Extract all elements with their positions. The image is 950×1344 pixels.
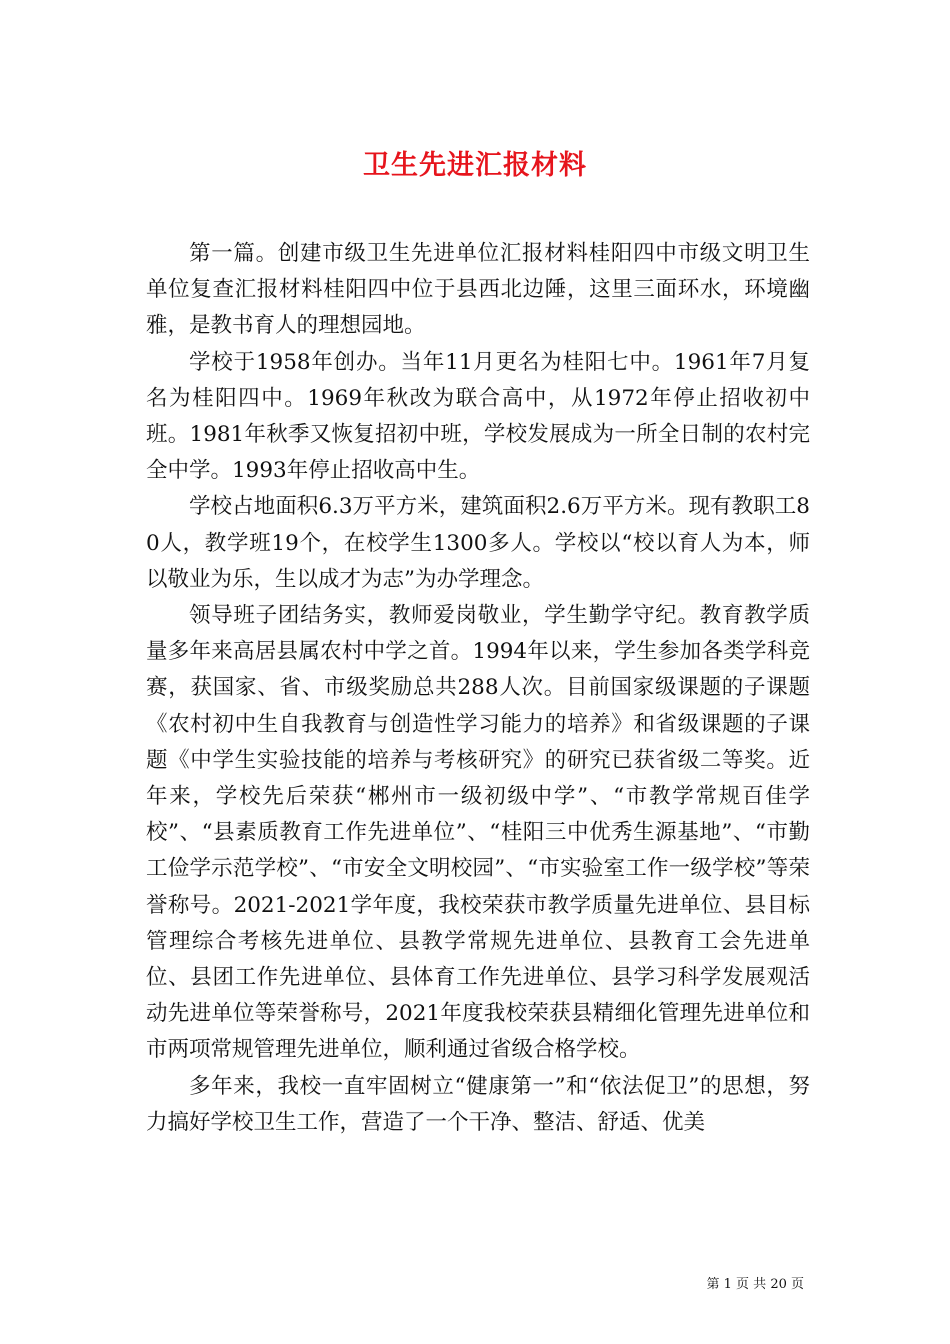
paragraph-2: 学校于1958年创办。当年11月更名为桂阳七中。1961年7月复名为桂阳四中。1969年秋改为联合高中，从1972年停止招收初中班。1981年秋季又恢复招初中班，学校发展成为一所全日制的农村完全中学。1993年停止招收高中生。	[146, 349, 810, 484]
paragraph-5: 多年来，我校一直牢固树立“健康第一”和“依法促卫”的思想，努力搞好学校卫生工作，营造了一个干净、整洁、舒适、优美	[146, 1073, 810, 1135]
page-number-footer: 第 1 页 共 20 页	[706, 1277, 804, 1292]
paragraph-3: 学校占地面积6.3万平方米，建筑面积2.6万平方米。现有教职工80人，教学班19个，在校学生1300多人。学校以“校以育人为本，师以敬业为乐，生以成才为志”为办学理念。	[146, 494, 810, 592]
document-body	[146, 236, 810, 1141]
paragraph-4: 领导班子团结务实，教师爱岗敬业，学生勤学守纪。教育教学质量多年来高居县属农村中学之首。1994年以来，学生参加各类学科竞赛，获国家、省、市级奖励总共288人次。目前国家级课题的子课题《农村初中生自我教育与创造性学习能力的培养》和省级课题的子课题《中学生实验技能的培养与考核研究》的研究已获省级二等奖。近年来，学校先后荣获“郴州市一级初级中学”、“市教学常规百佳学校”、“县素质教育工作先进单位”、“桂阳三中优秀生源基地”、“市勤工俭学示范学校”、“市安全文明校园”、“市实验室工作一级学校”等荣誉称号。2021-2021学年度，我校荣获市教学质量先进单位、县目标管理综合考核先进单位、县教学常规先进单位、县教育工会先进单位、县团工作先进单位、县体育工作先进单位、县学习科学发展观活动先进单位等荣誉称号，2021年度我校荣获县精细化管理先进单位和市两项常规管理先进单位，顺利通过省级合格学校。	[146, 603, 810, 1063]
document-title: 卫生先进汇报材料	[363, 150, 587, 182]
paragraph-1: 第一篇。创建市级卫生先进单位汇报材料桂阳四中市级文明卫生单位复查汇报材料桂阳四中位于县西北边陲，这里三面环水，环境幽雅，是教书育人的理想园地。	[146, 241, 810, 339]
